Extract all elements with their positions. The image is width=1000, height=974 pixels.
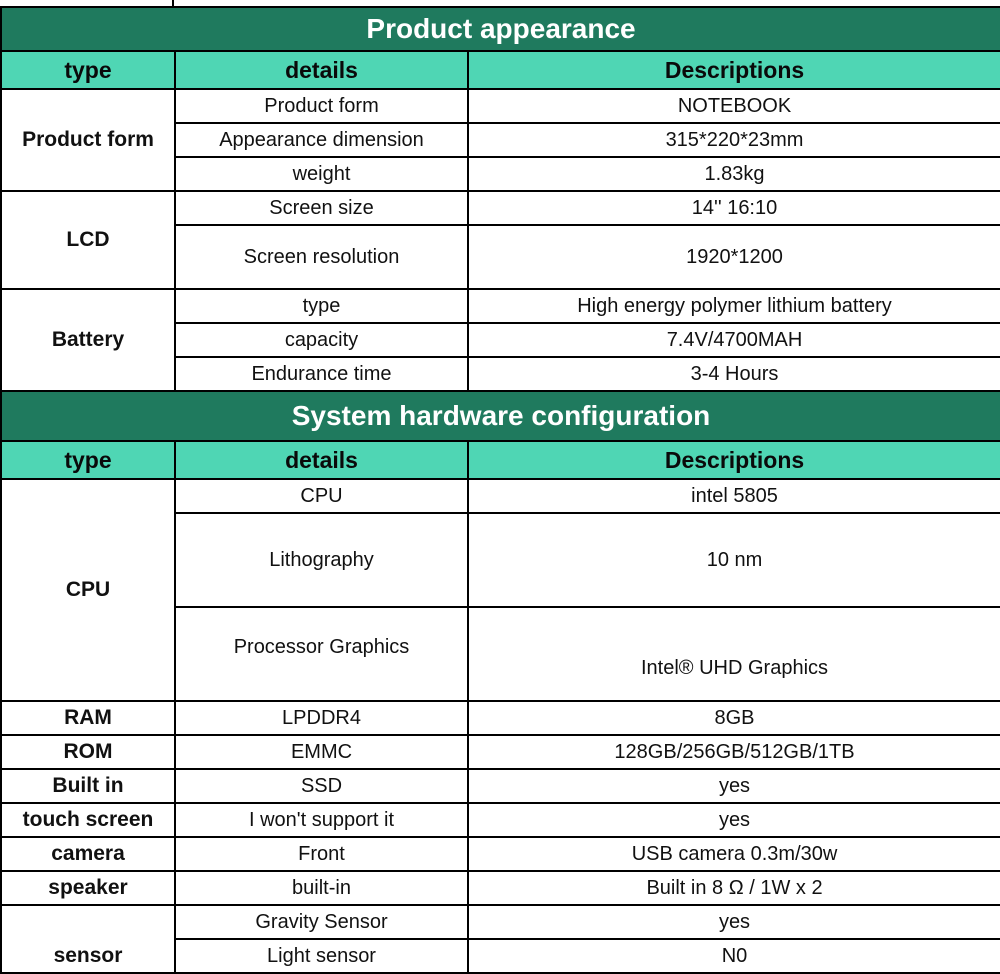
table-row bbox=[1, 89, 1000, 123]
section-title: Product appearance bbox=[1, 7, 1000, 51]
description-cell: yes bbox=[468, 803, 1000, 837]
type-cell: RAM bbox=[1, 701, 175, 735]
detail-cell: I won't support it bbox=[175, 803, 468, 837]
detail-cell: Light sensor bbox=[175, 939, 468, 973]
spec-table bbox=[0, 6, 1000, 974]
type-cell: ROM bbox=[1, 735, 175, 769]
detail-cell: built-in bbox=[175, 871, 468, 905]
description-cell: 8GB bbox=[468, 701, 1000, 735]
detail-cell: Screen resolution bbox=[175, 225, 468, 289]
detail-cell: LPDDR4 bbox=[175, 701, 468, 735]
description-cell: USB camera 0.3m/30w bbox=[468, 837, 1000, 871]
header-row bbox=[1, 51, 1000, 89]
type-cell: LCD bbox=[1, 191, 175, 289]
description-cell: intel 5805 bbox=[468, 479, 1000, 513]
type-cell: speaker bbox=[1, 871, 175, 905]
detail-cell: Lithography bbox=[175, 513, 468, 607]
detail-cell: Screen size bbox=[175, 191, 468, 225]
table-row bbox=[1, 837, 1000, 871]
type-cell: Built in bbox=[1, 769, 175, 803]
header-type: type bbox=[1, 441, 175, 479]
description-cell: 1920*1200 bbox=[468, 225, 1000, 289]
description-cell: 315*220*23mm bbox=[468, 123, 1000, 157]
table-row bbox=[1, 479, 1000, 513]
table-row bbox=[1, 289, 1000, 323]
detail-cell: Front bbox=[175, 837, 468, 871]
description-cell: N0 bbox=[468, 939, 1000, 973]
table-row bbox=[1, 701, 1000, 735]
description-cell: 1.83kg bbox=[468, 157, 1000, 191]
table-row bbox=[1, 905, 1000, 939]
detail-cell: SSD bbox=[175, 769, 468, 803]
detail-cell: capacity bbox=[175, 323, 468, 357]
description-cell: 3-4 Hours bbox=[468, 357, 1000, 391]
type-cell: CPU bbox=[1, 479, 175, 701]
header-row bbox=[1, 441, 1000, 479]
header-details: details bbox=[175, 441, 468, 479]
description-cell: Intel® UHD Graphics bbox=[468, 607, 1000, 701]
type-cell: touch screen bbox=[1, 803, 175, 837]
detail-cell: Processor Graphics bbox=[175, 607, 468, 701]
description-cell: 128GB/256GB/512GB/1TB bbox=[468, 735, 1000, 769]
table-row bbox=[1, 191, 1000, 225]
type-cell: sensor bbox=[1, 905, 175, 973]
detail-cell: Gravity Sensor bbox=[175, 905, 468, 939]
section-title-row bbox=[1, 391, 1000, 441]
table-row bbox=[1, 769, 1000, 803]
detail-cell: Endurance time bbox=[175, 357, 468, 391]
table-row bbox=[1, 803, 1000, 837]
description-cell: 7.4V/4700MAH bbox=[468, 323, 1000, 357]
description-cell: 14'' 16:10 bbox=[468, 191, 1000, 225]
table-row bbox=[1, 871, 1000, 905]
description-cell: Built in 8 Ω / 1W x 2 bbox=[468, 871, 1000, 905]
detail-cell: type bbox=[175, 289, 468, 323]
description-cell: NOTEBOOK bbox=[468, 89, 1000, 123]
detail-cell: Appearance dimension bbox=[175, 123, 468, 157]
type-cell: Product form bbox=[1, 89, 175, 191]
type-cell: camera bbox=[1, 837, 175, 871]
section-title-row bbox=[1, 7, 1000, 51]
description-cell: yes bbox=[468, 769, 1000, 803]
header-descriptions: Descriptions bbox=[468, 51, 1000, 89]
detail-cell: weight bbox=[175, 157, 468, 191]
description-cell: 10 nm bbox=[468, 513, 1000, 607]
section-title: System hardware configuration bbox=[1, 391, 1000, 441]
header-details: details bbox=[175, 51, 468, 89]
type-cell: Battery bbox=[1, 289, 175, 391]
detail-cell: CPU bbox=[175, 479, 468, 513]
header-descriptions: Descriptions bbox=[468, 441, 1000, 479]
header-type: type bbox=[1, 51, 175, 89]
table-row bbox=[1, 735, 1000, 769]
detail-cell: EMMC bbox=[175, 735, 468, 769]
description-cell: High energy polymer lithium battery bbox=[468, 289, 1000, 323]
detail-cell: Product form bbox=[175, 89, 468, 123]
description-cell: yes bbox=[468, 905, 1000, 939]
